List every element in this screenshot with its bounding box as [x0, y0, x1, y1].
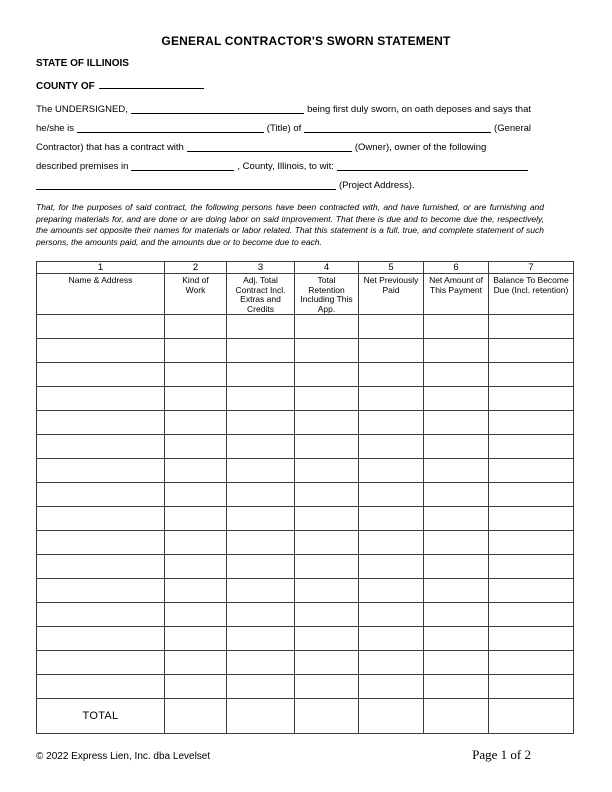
empty-cell	[489, 531, 574, 555]
empty-cell	[489, 603, 574, 627]
empty-cell	[424, 555, 489, 579]
copyright-text: © 2022 Express Lien, Inc. dba Levelset	[36, 751, 211, 762]
empty-cell	[424, 579, 489, 603]
empty-cell	[227, 339, 295, 363]
heshe-label: he/she is	[36, 123, 75, 134]
intro-line-5	[36, 179, 531, 191]
empty-cell	[489, 435, 574, 459]
total-empty-cell	[295, 699, 359, 734]
empty-cell	[165, 651, 227, 675]
empty-cell	[295, 339, 359, 363]
empty-cell	[165, 507, 227, 531]
empty-cell	[424, 363, 489, 387]
empty-cell	[489, 315, 574, 339]
column-number-cell: 7	[489, 262, 574, 274]
empty-data-row	[37, 555, 574, 579]
empty-cell	[165, 459, 227, 483]
county-line	[36, 81, 576, 93]
empty-cell	[165, 555, 227, 579]
empty-cell	[424, 315, 489, 339]
column-header-cell: Balance To Become Due (Incl. retention)	[489, 274, 574, 315]
project-address-label: (Project Address).	[339, 180, 415, 191]
intro-line-4	[36, 160, 531, 172]
empty-data-row	[37, 603, 574, 627]
empty-cell	[359, 387, 424, 411]
column-header-cell: Adj. Total Contract Incl. Extras and Credits	[227, 274, 295, 315]
empty-cell	[295, 363, 359, 387]
empty-cell	[359, 507, 424, 531]
undersigned-label: The UNDERSIGNED,	[36, 104, 128, 115]
column-number-cell: 4	[295, 262, 359, 274]
empty-cell	[359, 411, 424, 435]
empty-cell	[424, 651, 489, 675]
empty-cell	[295, 411, 359, 435]
empty-cell	[165, 579, 227, 603]
address-blank-field-1	[337, 169, 528, 171]
empty-cell	[37, 555, 165, 579]
empty-cell	[424, 411, 489, 435]
sworn-clause: being first duly sworn, on oath deposes and says that	[307, 104, 531, 115]
column-number-cell: 1	[37, 262, 165, 274]
total-empty-cell	[359, 699, 424, 734]
empty-data-row	[37, 435, 574, 459]
empty-cell	[424, 387, 489, 411]
empty-cell	[227, 363, 295, 387]
empty-cell	[295, 315, 359, 339]
empty-cell	[359, 627, 424, 651]
empty-cell	[295, 435, 359, 459]
column-number-cell: 5	[359, 262, 424, 274]
empty-cell	[359, 579, 424, 603]
empty-cell	[227, 435, 295, 459]
total-empty-cell	[165, 699, 227, 734]
empty-data-row	[37, 363, 574, 387]
empty-cell	[37, 483, 165, 507]
empty-cell	[227, 579, 295, 603]
empty-cell	[489, 579, 574, 603]
empty-cell	[165, 339, 227, 363]
empty-cell	[424, 459, 489, 483]
empty-cell	[165, 411, 227, 435]
empty-cell	[489, 627, 574, 651]
empty-cell	[37, 531, 165, 555]
company-blank-field	[304, 131, 491, 133]
empty-cell	[227, 387, 295, 411]
column-number-cell: 3	[227, 262, 295, 274]
empty-cell	[37, 627, 165, 651]
empty-cell	[295, 651, 359, 675]
page-title: GENERAL CONTRACTOR'S SWORN STATEMENT	[161, 34, 451, 48]
intro-line-2	[36, 122, 531, 134]
intro-line-1	[36, 103, 531, 115]
empty-cell	[359, 339, 424, 363]
empty-cell	[227, 651, 295, 675]
empty-cell	[37, 315, 165, 339]
empty-cell	[489, 675, 574, 699]
empty-cell	[227, 555, 295, 579]
total-empty-cell	[489, 699, 574, 734]
empty-cell	[227, 675, 295, 699]
empty-cell	[165, 675, 227, 699]
empty-cell	[424, 675, 489, 699]
empty-cell	[37, 363, 165, 387]
empty-cell	[227, 531, 295, 555]
empty-cell	[359, 603, 424, 627]
empty-data-row	[37, 483, 574, 507]
affidavit-paragraph: That, for the purposes of said contract, the following persons have been contracted with, and have furnished, or are furnishing and preparing materials for, and are done or are doing labor on said improvement. That there is due and to become due the, respectively, the amounts set opposite their names for materials or labor related. That this statement is a full, true, and complete statement of such persons, the amounts paid, and the amounts due or to become due to each.	[36, 202, 544, 247]
total-label: TOTAL	[37, 699, 165, 734]
empty-cell	[489, 651, 574, 675]
total-empty-cell	[227, 699, 295, 734]
empty-cell	[227, 411, 295, 435]
empty-cell	[359, 555, 424, 579]
page-footer	[36, 747, 531, 763]
empty-cell	[165, 435, 227, 459]
empty-cell	[489, 339, 574, 363]
empty-data-row	[37, 411, 574, 435]
state-heading: STATE OF ILLINOIS	[36, 58, 129, 69]
empty-cell	[295, 627, 359, 651]
empty-cell	[165, 387, 227, 411]
empty-cell	[295, 387, 359, 411]
empty-cell	[295, 675, 359, 699]
empty-cell	[489, 459, 574, 483]
empty-data-row	[37, 651, 574, 675]
empty-cell	[37, 459, 165, 483]
empty-cell	[424, 339, 489, 363]
total-row	[37, 699, 574, 734]
empty-data-row	[37, 507, 574, 531]
empty-cell	[165, 315, 227, 339]
empty-cell	[359, 315, 424, 339]
column-header-cell: Total Retention Including This App.	[295, 274, 359, 315]
column-header-cell: Kind of Work	[165, 274, 227, 315]
empty-cell	[37, 435, 165, 459]
empty-cell	[37, 603, 165, 627]
empty-data-row	[37, 531, 574, 555]
empty-cell	[489, 363, 574, 387]
empty-cell	[295, 579, 359, 603]
county-label: COUNTY OF	[36, 81, 95, 92]
empty-cell	[37, 387, 165, 411]
premises-label: described premises in	[36, 161, 129, 172]
intro-line-3	[36, 141, 531, 153]
empty-cell	[165, 363, 227, 387]
empty-cell	[37, 651, 165, 675]
empty-cell	[424, 627, 489, 651]
column-header-cell: Net Amount of This Payment	[424, 274, 489, 315]
empty-cell	[359, 675, 424, 699]
empty-cell	[37, 411, 165, 435]
empty-cell	[359, 435, 424, 459]
empty-data-row	[37, 579, 574, 603]
empty-cell	[295, 603, 359, 627]
empty-cell	[37, 675, 165, 699]
empty-cell	[227, 315, 295, 339]
empty-cell	[227, 603, 295, 627]
empty-data-row	[37, 459, 574, 483]
owner-label: (Owner), owner of the following	[354, 142, 487, 153]
empty-cell	[165, 627, 227, 651]
empty-cell	[37, 339, 165, 363]
total-empty-cell	[424, 699, 489, 734]
page-number: Page 1 of 2	[472, 747, 531, 762]
empty-cell	[489, 555, 574, 579]
empty-cell	[489, 411, 574, 435]
empty-data-row	[37, 627, 574, 651]
column-header-cell: Name & Address	[37, 274, 165, 315]
empty-cell	[227, 627, 295, 651]
empty-cell	[165, 603, 227, 627]
column-number-row	[37, 262, 574, 274]
empty-cell	[37, 579, 165, 603]
intro-section	[36, 103, 531, 191]
general-label: (General	[494, 123, 532, 134]
empty-cell	[359, 483, 424, 507]
empty-cell	[295, 531, 359, 555]
column-header-cell: Net Previously Paid	[359, 274, 424, 315]
title-of-label: (Title) of	[266, 123, 302, 134]
address-blank-field-2	[36, 188, 336, 190]
sworn-statement-table	[36, 261, 574, 734]
column-number-cell: 2	[165, 262, 227, 274]
empty-cell	[489, 387, 574, 411]
empty-cell	[359, 459, 424, 483]
empty-cell	[295, 555, 359, 579]
owner-blank-field	[187, 150, 352, 152]
empty-cell	[295, 459, 359, 483]
empty-cell	[165, 483, 227, 507]
empty-data-row	[37, 387, 574, 411]
undersigned-name-blank-field	[131, 112, 304, 114]
county-blank-field	[99, 88, 204, 89]
column-header-row	[37, 274, 574, 315]
empty-cell	[359, 363, 424, 387]
to-wit-label: , County, Illinois, to wit:	[237, 161, 334, 172]
empty-data-row	[37, 315, 574, 339]
empty-cell	[359, 651, 424, 675]
empty-cell	[295, 483, 359, 507]
empty-cell	[424, 507, 489, 531]
empty-cell	[295, 507, 359, 531]
empty-cell	[489, 483, 574, 507]
empty-cell	[424, 483, 489, 507]
empty-cell	[359, 531, 424, 555]
empty-cell	[489, 507, 574, 531]
empty-cell	[424, 531, 489, 555]
empty-cell	[227, 459, 295, 483]
empty-cell	[37, 507, 165, 531]
empty-data-row	[37, 675, 574, 699]
empty-cell	[424, 603, 489, 627]
empty-cell	[424, 435, 489, 459]
contract-with-label: Contractor) that has a contract with	[36, 142, 184, 153]
empty-data-row	[37, 339, 574, 363]
county-name-blank-field	[131, 169, 234, 171]
title-blank-field	[77, 131, 264, 133]
empty-cell	[227, 507, 295, 531]
empty-cell	[165, 531, 227, 555]
column-number-cell: 6	[424, 262, 489, 274]
empty-cell	[227, 483, 295, 507]
